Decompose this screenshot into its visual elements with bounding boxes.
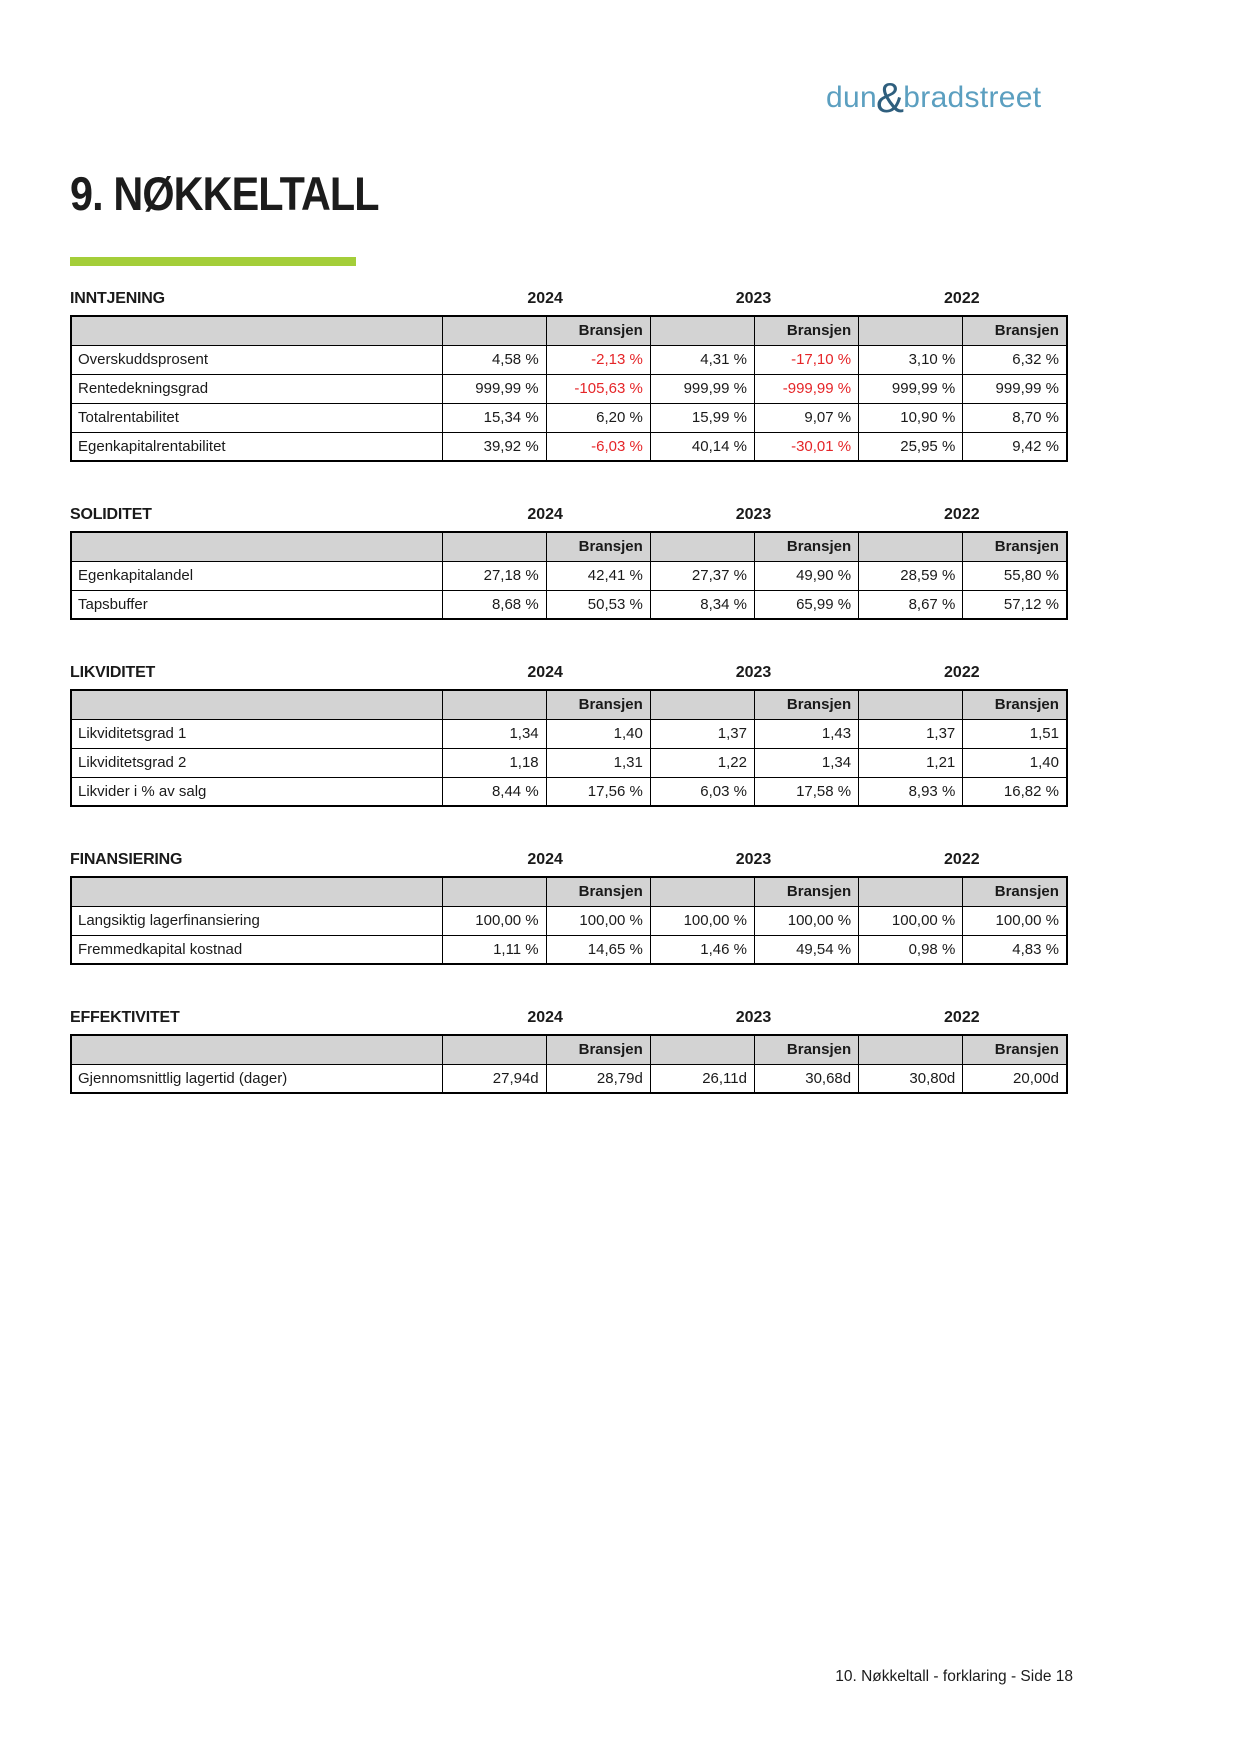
value-cell: 1,22 — [650, 748, 754, 777]
table-header-row — [71, 316, 1067, 345]
value-cell: 6,20 % — [546, 403, 650, 432]
key-figures-table — [70, 689, 1068, 807]
year-label: 2024 — [527, 290, 563, 307]
value-cell: -17,10 % — [754, 345, 858, 374]
value-cell: 17,58 % — [754, 777, 858, 806]
empty-header-cell — [71, 316, 442, 345]
year-label: 2024 — [527, 1009, 563, 1026]
year-label: 2023 — [735, 290, 772, 307]
row-label: Tapsbuffer — [71, 590, 442, 619]
value-cell: 8,44 % — [442, 777, 546, 806]
table-section — [70, 1009, 1066, 1094]
value-cell: 30,68d — [754, 1064, 858, 1093]
section-header — [70, 1009, 1066, 1027]
page-footer: 10. Nøkkeltall - forklaring - Side 18 — [835, 1668, 1073, 1685]
value-cell: 8,67 % — [859, 590, 963, 619]
value-cell: 30,80d — [859, 1064, 963, 1093]
value-cell: 999,99 % — [650, 374, 754, 403]
value-cell: 1,37 — [650, 719, 754, 748]
table-row — [71, 561, 1067, 590]
value-cell: 27,94d — [442, 1064, 546, 1093]
section-title: EFFEKTIVITET — [70, 1009, 180, 1026]
empty-header-cell — [71, 532, 442, 561]
key-figures-table — [70, 315, 1068, 462]
row-label: Egenkapitalrentabilitet — [71, 432, 442, 461]
empty-header-cell — [442, 690, 546, 719]
bransjen-header: Bransjen — [754, 877, 858, 906]
bransjen-header: Bransjen — [546, 1035, 650, 1064]
empty-header-cell — [859, 690, 963, 719]
year-label: 2022 — [944, 506, 980, 523]
table-header-row — [71, 1035, 1067, 1064]
year-label: 2023 — [735, 1009, 772, 1026]
section-title: INNTJENING — [70, 290, 165, 307]
value-cell: 8,93 % — [859, 777, 963, 806]
table-row — [71, 777, 1067, 806]
key-figures-table — [70, 876, 1068, 965]
year-label: 2023 — [735, 851, 772, 868]
section-title: SOLIDITET — [70, 506, 152, 523]
value-cell: 14,65 % — [546, 935, 650, 964]
bransjen-header: Bransjen — [754, 316, 858, 345]
section-title: FINANSIERING — [70, 851, 183, 868]
row-label: Likviditetsgrad 1 — [71, 719, 442, 748]
row-label: Gjennomsnittlig lagertid (dager) — [71, 1064, 442, 1093]
empty-header-cell — [442, 316, 546, 345]
value-cell: 17,56 % — [546, 777, 650, 806]
section-header — [70, 851, 1066, 869]
value-cell: 999,99 % — [963, 374, 1067, 403]
row-label: Langsiktig lagerfinansiering — [71, 906, 442, 935]
table-section — [70, 664, 1066, 807]
value-cell: 100,00 % — [754, 906, 858, 935]
empty-header-cell — [71, 690, 442, 719]
table-row — [71, 432, 1067, 461]
row-label: Totalrentabilitet — [71, 403, 442, 432]
table-row — [71, 906, 1067, 935]
value-cell: 27,37 % — [650, 561, 754, 590]
value-cell: 4,31 % — [650, 345, 754, 374]
value-cell: 0,98 % — [859, 935, 963, 964]
row-label: Overskuddsprosent — [71, 345, 442, 374]
value-cell: 100,00 % — [650, 906, 754, 935]
value-cell: 57,12 % — [963, 590, 1067, 619]
empty-header-cell — [442, 877, 546, 906]
dun-bradstreet-logo — [826, 74, 1041, 122]
value-cell: 55,80 % — [963, 561, 1067, 590]
row-label: Egenkapitalandel — [71, 561, 442, 590]
value-cell: 1,46 % — [650, 935, 754, 964]
year-label: 2022 — [944, 851, 980, 868]
value-cell: 1,21 — [859, 748, 963, 777]
table-header-row — [71, 532, 1067, 561]
value-cell: 27,18 % — [442, 561, 546, 590]
table-section — [70, 290, 1066, 462]
value-cell: 100,00 % — [546, 906, 650, 935]
empty-header-cell — [859, 532, 963, 561]
logo-text-bradstreet: bradstreet — [903, 81, 1042, 114]
value-cell: 8,70 % — [963, 403, 1067, 432]
value-cell: 1,40 — [963, 748, 1067, 777]
year-label: 2023 — [735, 664, 772, 681]
value-cell: -6,03 % — [546, 432, 650, 461]
bransjen-header: Bransjen — [754, 1035, 858, 1064]
year-label: 2022 — [944, 1009, 980, 1026]
value-cell: 100,00 % — [859, 906, 963, 935]
table-row — [71, 719, 1067, 748]
value-cell: 49,90 % — [754, 561, 858, 590]
empty-header-cell — [859, 316, 963, 345]
empty-header-cell — [442, 1035, 546, 1064]
empty-header-cell — [650, 532, 754, 561]
year-label: 2022 — [944, 290, 980, 307]
logo-ampersand-icon: & — [875, 74, 905, 121]
empty-header-cell — [859, 1035, 963, 1064]
key-figures-table — [70, 1034, 1068, 1094]
year-label: 2024 — [527, 851, 563, 868]
value-cell: -105,63 % — [546, 374, 650, 403]
value-cell: 1,37 — [859, 719, 963, 748]
value-cell: 1,43 — [754, 719, 858, 748]
section-header — [70, 506, 1066, 524]
empty-header-cell — [650, 1035, 754, 1064]
value-cell: 50,53 % — [546, 590, 650, 619]
value-cell: -2,13 % — [546, 345, 650, 374]
value-cell: 1,40 — [546, 719, 650, 748]
section-header — [70, 290, 1066, 308]
value-cell: 1,11 % — [442, 935, 546, 964]
value-cell: 4,58 % — [442, 345, 546, 374]
value-cell: 28,79d — [546, 1064, 650, 1093]
year-label: 2023 — [735, 506, 772, 523]
empty-header-cell — [650, 316, 754, 345]
value-cell: 15,99 % — [650, 403, 754, 432]
title-accent-bar — [70, 257, 356, 266]
value-cell: 28,59 % — [859, 561, 963, 590]
key-figures-table — [70, 531, 1068, 620]
row-label: Likviditetsgrad 2 — [71, 748, 442, 777]
bransjen-header: Bransjen — [546, 690, 650, 719]
value-cell: 1,31 — [546, 748, 650, 777]
value-cell: 999,99 % — [859, 374, 963, 403]
table-row — [71, 374, 1067, 403]
empty-header-cell — [442, 532, 546, 561]
value-cell: 42,41 % — [546, 561, 650, 590]
bransjen-header: Bransjen — [546, 316, 650, 345]
empty-header-cell — [71, 877, 442, 906]
value-cell: 100,00 % — [963, 906, 1067, 935]
empty-header-cell — [650, 877, 754, 906]
value-cell: 6,03 % — [650, 777, 754, 806]
table-row — [71, 1064, 1067, 1093]
bransjen-header: Bransjen — [754, 690, 858, 719]
value-cell: 8,68 % — [442, 590, 546, 619]
bransjen-header: Bransjen — [546, 532, 650, 561]
value-cell: -30,01 % — [754, 432, 858, 461]
empty-header-cell — [650, 690, 754, 719]
section-header — [70, 664, 1066, 682]
value-cell: 3,10 % — [859, 345, 963, 374]
bransjen-header: Bransjen — [963, 532, 1067, 561]
value-cell: 25,95 % — [859, 432, 963, 461]
value-cell: 39,92 % — [442, 432, 546, 461]
table-row — [71, 345, 1067, 374]
value-cell: 49,54 % — [754, 935, 858, 964]
year-label: 2024 — [527, 664, 563, 681]
bransjen-header: Bransjen — [963, 316, 1067, 345]
row-label: Likvider i % av salg — [71, 777, 442, 806]
value-cell: 16,82 % — [963, 777, 1067, 806]
value-cell: 1,18 — [442, 748, 546, 777]
value-cell: -999,99 % — [754, 374, 858, 403]
table-section — [70, 506, 1066, 620]
table-row — [71, 935, 1067, 964]
year-label: 2022 — [944, 664, 980, 681]
value-cell: 15,34 % — [442, 403, 546, 432]
bransjen-header: Bransjen — [963, 690, 1067, 719]
value-cell: 20,00d — [963, 1064, 1067, 1093]
bransjen-header: Bransjen — [963, 1035, 1067, 1064]
bransjen-header: Bransjen — [963, 877, 1067, 906]
value-cell: 100,00 % — [442, 906, 546, 935]
logo-text-dun: dun — [826, 81, 877, 114]
value-cell: 65,99 % — [754, 590, 858, 619]
row-label: Fremmedkapital kostnad — [71, 935, 442, 964]
value-cell: 1,34 — [754, 748, 858, 777]
row-label: Rentedekningsgrad — [71, 374, 442, 403]
tables-area — [70, 290, 1066, 1138]
empty-header-cell — [71, 1035, 442, 1064]
value-cell: 8,34 % — [650, 590, 754, 619]
value-cell: 6,32 % — [963, 345, 1067, 374]
table-section — [70, 851, 1066, 965]
table-header-row — [71, 877, 1067, 906]
bransjen-header: Bransjen — [546, 877, 650, 906]
table-row — [71, 403, 1067, 432]
value-cell: 9,07 % — [754, 403, 858, 432]
section-title: LIKVIDITET — [70, 664, 156, 681]
page-title: 9. NØKKELTALL — [70, 167, 379, 220]
value-cell: 4,83 % — [963, 935, 1067, 964]
table-row — [71, 748, 1067, 777]
value-cell: 40,14 % — [650, 432, 754, 461]
table-row — [71, 590, 1067, 619]
empty-header-cell — [859, 877, 963, 906]
table-header-row — [71, 690, 1067, 719]
value-cell: 9,42 % — [963, 432, 1067, 461]
year-label: 2024 — [527, 506, 563, 523]
value-cell: 1,51 — [963, 719, 1067, 748]
value-cell: 10,90 % — [859, 403, 963, 432]
value-cell: 26,11d — [650, 1064, 754, 1093]
value-cell: 999,99 % — [442, 374, 546, 403]
value-cell: 1,34 — [442, 719, 546, 748]
bransjen-header: Bransjen — [754, 532, 858, 561]
